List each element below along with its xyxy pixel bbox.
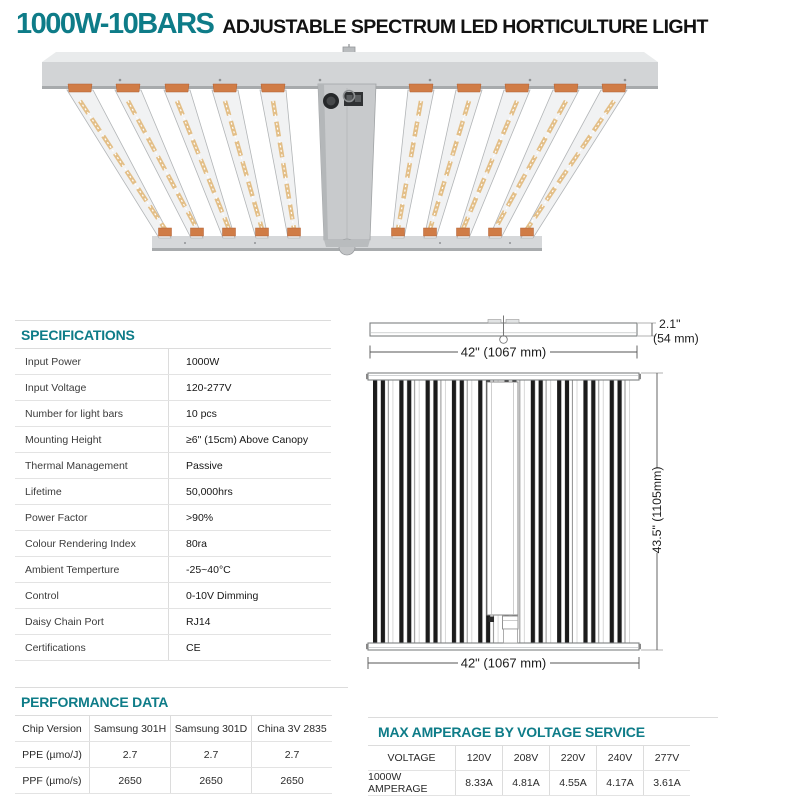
- spec-row: [15, 349, 331, 375]
- product-model-title: 1000W-10BARS: [16, 8, 214, 40]
- spec-row: [15, 609, 331, 635]
- spec-value: 50,000hrs: [186, 485, 233, 498]
- spec-row: [15, 635, 331, 661]
- amperage-value: 4.17A: [597, 771, 644, 795]
- spec-row: [15, 531, 331, 557]
- dimension-drawing: [360, 308, 700, 688]
- spec-value: 80ra: [186, 537, 208, 550]
- product-photo: [0, 44, 800, 306]
- table-row: [15, 716, 332, 742]
- cell-value: 2650: [90, 768, 171, 793]
- cell-value: 2.7: [171, 742, 252, 767]
- amperage-value: 4.81A: [503, 771, 550, 795]
- cell-value: 2.7: [284, 748, 300, 761]
- spec-label: Input Power: [15, 349, 169, 374]
- table-row: [368, 746, 690, 771]
- dim-top-width: 42" (1067 mm): [460, 344, 547, 360]
- specifications-table: [15, 348, 331, 661]
- table-row: [15, 768, 332, 794]
- spec-label: Daisy Chain Port: [15, 609, 169, 634]
- amperage-value: 8.33A: [456, 771, 503, 795]
- cell-value: 2.7: [90, 742, 171, 767]
- voltage-value: 240V: [597, 746, 644, 770]
- row-label: PPE (µmo/J): [15, 742, 90, 767]
- spec-label: Control: [15, 583, 169, 608]
- side-view: [370, 316, 637, 344]
- dim-top-height-mm: (54 mm): [653, 331, 699, 346]
- voltage-value: 220V: [550, 746, 597, 770]
- table-row: [368, 771, 690, 796]
- front-view-driver: [487, 382, 518, 643]
- top-rail: [42, 52, 658, 89]
- spec-label: Ambient Temperture: [15, 557, 169, 582]
- performance-table: [15, 715, 332, 794]
- spec-label: Mounting Height: [15, 427, 169, 452]
- voltage-value: 120V: [456, 746, 503, 770]
- product-subtitle: ADJUSTABLE SPECTRUM LED HORTICULTURE LIGHT: [222, 16, 708, 38]
- table-row: [15, 742, 332, 768]
- driver-box: [318, 84, 376, 255]
- column-header: Samsung 301H: [90, 716, 171, 741]
- spec-value: 0-10V Dimming: [186, 589, 259, 602]
- cell-value: 2650: [280, 774, 304, 787]
- spec-value: CE: [186, 641, 201, 654]
- spec-label: Certifications: [15, 635, 169, 660]
- spec-label: Colour Rendering Index: [15, 531, 169, 556]
- spec-row: [15, 453, 331, 479]
- spec-label: Number for light bars: [15, 401, 169, 426]
- row-label: VOLTAGE: [368, 746, 456, 770]
- cell-value: 2650: [171, 768, 252, 793]
- amperage-section: [368, 717, 718, 796]
- spec-value: 1000W: [186, 355, 220, 368]
- spec-row: [15, 401, 331, 427]
- dim-top-height: 2.1": [659, 317, 681, 331]
- voltage-value: 208V: [503, 746, 550, 770]
- spec-value: 10 pcs: [186, 407, 217, 420]
- spec-row: [15, 557, 331, 583]
- spec-label: Thermal Management: [15, 453, 169, 478]
- amperage-value: 4.55A: [550, 771, 597, 795]
- spec-value: RJ14: [186, 615, 211, 628]
- row-label: 1000W AMPERAGE: [368, 771, 456, 795]
- row-label: PPF (µmo/s): [15, 768, 90, 793]
- column-header: Chip Version: [15, 716, 90, 741]
- spec-row: [15, 375, 331, 401]
- spec-row: [15, 479, 331, 505]
- spec-label: Input Voltage: [15, 375, 169, 400]
- amperage-table: [368, 745, 690, 796]
- spec-value: 120-277V: [186, 381, 232, 394]
- spec-label: Power Factor: [15, 505, 169, 530]
- spec-row: [15, 505, 331, 531]
- spec-value: ≥6" (15cm) Above Canopy: [186, 433, 309, 446]
- specifications-section: [15, 320, 331, 661]
- spec-label: Lifetime: [15, 479, 169, 504]
- voltage-value: 277V: [654, 752, 680, 764]
- amperage-value: 3.61A: [653, 777, 681, 789]
- amperage-heading: MAX AMPERAGE BY VOLTAGE SERVICE: [378, 724, 645, 740]
- column-header: China 3V 2835: [257, 722, 327, 735]
- specifications-heading: SPECIFICATIONS: [21, 327, 135, 343]
- dim-front-height: 43.5" (1105mm): [650, 466, 664, 554]
- spec-value: >90%: [186, 511, 214, 524]
- dim-front-width: 42" (1067 mm): [460, 655, 547, 671]
- spec-row: [15, 583, 331, 609]
- performance-section: [15, 687, 348, 794]
- front-view: [366, 373, 641, 650]
- spec-value: -25~40°C: [186, 563, 231, 576]
- spec-row: [15, 427, 331, 453]
- performance-heading: PERFORMANCE DATA: [21, 694, 169, 710]
- spec-value: Passive: [186, 459, 223, 472]
- column-header: Samsung 301D: [171, 716, 252, 741]
- page-title: [16, 4, 708, 45]
